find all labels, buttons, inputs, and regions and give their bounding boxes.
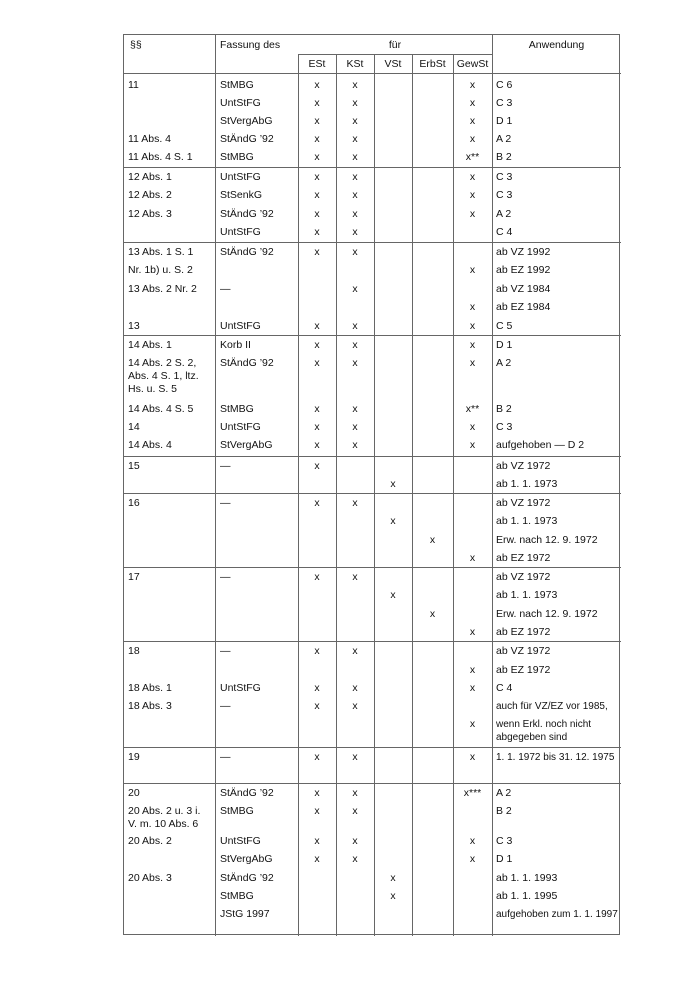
cell-application: Erw. nach 12. 9. 1972 <box>496 534 598 546</box>
cell-mark-gewst: x <box>469 552 476 564</box>
cell-mark-gewst: x <box>469 853 476 865</box>
cell-mark-gewst: x <box>469 339 476 351</box>
cell-paragraph: 12 Abs. 2 <box>128 189 172 201</box>
cell-mark-kst: x <box>352 439 358 451</box>
header-version: Fassung des <box>220 39 281 51</box>
cell-version: — <box>220 645 231 657</box>
cell-application: Erw. nach 12. 9. 1972 <box>496 608 598 620</box>
cell-application: ab 1. 1. 1995 <box>496 890 558 902</box>
cell-application: ab 1. 1. 1993 <box>496 872 558 884</box>
cell-paragraph: 11 <box>128 79 139 91</box>
cell-mark-gewst: x <box>469 97 476 109</box>
cell-mark-kst: x <box>352 700 358 712</box>
cell-mark-gewst: x <box>469 626 476 638</box>
cell-paragraph: 14 Abs. 2 S. 2, Abs. 4 S. 1, ltz. Hs. u. S. 5 <box>128 357 199 395</box>
cell-mark-est: x <box>314 339 320 351</box>
cell-application: A 2 <box>496 208 512 220</box>
cell-mark-erbst: x <box>429 534 436 546</box>
tax-law-table <box>123 34 620 935</box>
cell-mark-kst: x <box>352 421 358 433</box>
cell-version: — <box>220 571 231 583</box>
cell-version: StMBG <box>220 890 254 902</box>
cell-version: StÄndG ’92 <box>220 787 274 799</box>
cell-paragraph: 15 <box>128 460 140 472</box>
cell-version: UntStFG <box>220 320 261 332</box>
cell-mark-kst: x <box>352 189 358 201</box>
cell-mark-kst: x <box>352 339 358 351</box>
cell-application: ab VZ 1992 <box>496 246 551 258</box>
cell-mark-kst: x <box>352 283 358 295</box>
cell-application: ab EZ 1984 <box>496 301 551 313</box>
cell-mark-erbst: x <box>429 608 436 620</box>
cell-application: A 2 <box>496 133 512 145</box>
cell-mark-kst: x <box>352 151 358 163</box>
cell-paragraph: 20 <box>128 787 140 799</box>
cell-application: C 4 <box>496 682 513 694</box>
cell-application: B 2 <box>496 805 512 817</box>
cell-application: ab VZ 1984 <box>496 283 551 295</box>
row-group-divider <box>124 242 621 243</box>
cell-mark-kst: x <box>352 682 358 694</box>
cell-paragraph: 20 Abs. 2 <box>128 835 172 847</box>
cell-version: — <box>220 283 231 295</box>
cell-paragraph: 13 Abs. 1 S. 1 <box>128 246 194 258</box>
cell-paragraph: 11 Abs. 4 S. 1 <box>128 151 193 163</box>
cell-application: ab 1. 1. 1973 <box>496 478 558 490</box>
cell-application: A 2 <box>496 357 512 369</box>
cell-version: StÄndG ’92 <box>220 133 274 145</box>
cell-mark-kst: x <box>352 357 358 369</box>
cell-version: StÄndG ’92 <box>220 872 274 884</box>
cell-mark-est: x <box>314 151 320 163</box>
cell-paragraph: 14 <box>128 421 140 433</box>
column-divider <box>374 54 375 936</box>
cell-version: StÄndG ’92 <box>220 246 274 258</box>
header-tax-vst: VSt <box>384 58 402 70</box>
cell-paragraph: 17 <box>128 571 140 583</box>
cell-application: ab VZ 1972 <box>496 460 551 472</box>
cell-version: StÄndG ’92 <box>220 208 274 220</box>
cell-mark-gewst: x*** <box>463 787 482 799</box>
cell-paragraph: 13 <box>128 320 140 332</box>
cell-version: Korb II <box>220 339 251 351</box>
cell-application: D 1 <box>496 115 513 127</box>
column-divider <box>215 35 216 936</box>
header-for: für <box>388 39 402 51</box>
cell-mark-kst: x <box>352 645 358 657</box>
cell-mark-gewst: x <box>469 79 476 91</box>
cell-mark-est: x <box>314 439 320 451</box>
cell-mark-gewst: x <box>469 682 476 694</box>
cell-paragraph: 13 Abs. 2 Nr. 2 <box>128 283 197 295</box>
cell-application: C 3 <box>496 97 513 109</box>
cell-mark-est: x <box>314 853 320 865</box>
column-divider <box>492 35 493 936</box>
cell-mark-est: x <box>314 115 320 127</box>
cell-mark-gewst: x <box>469 421 476 433</box>
cell-mark-vst: x <box>390 589 396 601</box>
cell-mark-est: x <box>314 421 320 433</box>
cell-paragraph: 20 Abs. 2 u. 3 i. V. m. 10 Abs. 6 <box>128 805 201 830</box>
cell-mark-kst: x <box>352 97 358 109</box>
cell-paragraph: 18 <box>128 645 140 657</box>
cell-mark-kst: x <box>352 403 358 415</box>
cell-paragraph: 18 Abs. 1 <box>128 682 172 694</box>
cell-mark-kst: x <box>352 115 358 127</box>
cell-mark-kst: x <box>352 805 358 817</box>
cell-application: C 5 <box>496 320 513 332</box>
cell-mark-gewst: x <box>469 751 476 763</box>
cell-mark-est: x <box>314 497 320 509</box>
cell-paragraph: 11 Abs. 4 <box>128 133 172 145</box>
cell-application: ab EZ 1972 <box>496 552 551 564</box>
cell-application: auch für VZ/EZ vor 1985, <box>496 701 608 712</box>
cell-mark-gewst: x** <box>465 151 480 163</box>
cell-mark-kst: x <box>352 79 358 91</box>
cell-application: ab 1. 1. 1973 <box>496 515 558 527</box>
cell-mark-vst: x <box>390 872 396 884</box>
row-group-divider <box>124 73 621 74</box>
row-group-divider <box>124 456 621 457</box>
cell-application: C 3 <box>496 171 513 183</box>
cell-application: 1. 1. 1972 bis 31. 12. 1975 <box>496 752 615 763</box>
cell-paragraph: 12 Abs. 3 <box>128 208 172 220</box>
header-tax-erbst: ErbSt <box>419 58 446 70</box>
cell-mark-gewst: x <box>469 133 476 145</box>
cell-mark-est: x <box>314 226 320 238</box>
cell-application: ab VZ 1972 <box>496 571 551 583</box>
cell-mark-gewst: x <box>469 718 476 730</box>
cell-version: UntStFG <box>220 682 261 694</box>
header-tax-est: ESt <box>308 58 326 70</box>
header-tax-gewst: GewSt <box>456 58 489 70</box>
cell-paragraph: 19 <box>128 751 140 763</box>
cell-application: aufgehoben — D 2 <box>496 439 585 451</box>
column-divider <box>412 54 413 936</box>
cell-application: C 3 <box>496 189 513 201</box>
cell-version: StMBG <box>220 79 254 91</box>
cell-mark-gewst: x <box>469 115 476 127</box>
cell-version: StMBG <box>220 403 254 415</box>
cell-mark-kst: x <box>352 171 358 183</box>
cell-mark-gewst: x <box>469 208 476 220</box>
cell-mark-est: x <box>314 189 320 201</box>
row-group-divider <box>124 747 621 748</box>
cell-mark-est: x <box>314 682 320 694</box>
cell-application: C 3 <box>496 835 513 847</box>
cell-application: B 2 <box>496 151 512 163</box>
cell-version: UntStFG <box>220 171 261 183</box>
header-application: Anwendung <box>528 39 585 51</box>
cell-mark-gewst: x <box>469 189 476 201</box>
cell-mark-est: x <box>314 460 320 472</box>
cell-mark-est: x <box>314 208 320 220</box>
cell-mark-kst: x <box>352 208 358 220</box>
cell-mark-gewst: x <box>469 264 476 276</box>
cell-mark-est: x <box>314 805 320 817</box>
row-group-divider <box>124 493 621 494</box>
header-paragraphs: §§ <box>130 39 142 51</box>
cell-mark-gewst: x** <box>465 403 480 415</box>
cell-paragraph: 16 <box>128 497 140 509</box>
cell-mark-est: x <box>314 700 320 712</box>
cell-application: A 2 <box>496 787 512 799</box>
cell-mark-est: x <box>314 79 320 91</box>
cell-mark-gewst: x <box>469 301 476 313</box>
cell-paragraph: 14 Abs. 4 <box>128 439 172 451</box>
cell-mark-est: x <box>314 97 320 109</box>
cell-mark-est: x <box>314 787 320 799</box>
cell-version: — <box>220 751 231 763</box>
cell-version: StSenkG <box>220 189 263 201</box>
cell-mark-kst: x <box>352 787 358 799</box>
cell-mark-est: x <box>314 357 320 369</box>
cell-application: wenn Erkl. noch nicht abgegeben sind <box>496 719 592 743</box>
header-subdivider <box>298 54 492 55</box>
row-group-divider <box>124 335 621 336</box>
cell-mark-kst: x <box>352 133 358 145</box>
cell-mark-kst: x <box>352 246 358 258</box>
cell-version: UntStFG <box>220 421 261 433</box>
cell-application: ab VZ 1972 <box>496 497 551 509</box>
cell-mark-kst: x <box>352 751 358 763</box>
cell-application: ab VZ 1972 <box>496 645 551 657</box>
cell-version: JStG 1997 <box>220 908 270 920</box>
cell-application: D 1 <box>496 339 513 351</box>
cell-mark-vst: x <box>390 515 396 527</box>
cell-mark-est: x <box>314 133 320 145</box>
cell-version: StVergAbG <box>220 853 273 865</box>
cell-application: C 4 <box>496 226 513 238</box>
cell-application: C 6 <box>496 79 513 91</box>
cell-version: UntStFG <box>220 835 261 847</box>
cell-mark-kst: x <box>352 226 358 238</box>
row-group-divider <box>124 567 621 568</box>
cell-mark-gewst: x <box>469 171 476 183</box>
cell-version: StVergAbG <box>220 439 273 451</box>
cell-paragraph: 20 Abs. 3 <box>128 872 172 884</box>
column-divider <box>453 54 454 936</box>
cell-application: ab 1. 1. 1973 <box>496 589 558 601</box>
cell-version: — <box>220 700 231 712</box>
cell-mark-est: x <box>314 751 320 763</box>
cell-paragraph: 18 Abs. 3 <box>128 700 172 712</box>
cell-mark-kst: x <box>352 320 358 332</box>
cell-application: aufgehoben zum 1. 1. 1997 <box>496 909 618 920</box>
cell-mark-kst: x <box>352 835 358 847</box>
cell-version: UntStFG <box>220 226 261 238</box>
cell-mark-gewst: x <box>469 664 476 676</box>
cell-version: StMBG <box>220 805 254 817</box>
cell-application: B 2 <box>496 403 512 415</box>
row-group-divider <box>124 641 621 642</box>
cell-version: — <box>220 460 231 472</box>
cell-mark-est: x <box>314 246 320 258</box>
cell-mark-gewst: x <box>469 320 476 332</box>
cell-paragraph: 12 Abs. 1 <box>128 171 172 183</box>
row-group-divider <box>124 167 621 168</box>
cell-mark-est: x <box>314 835 320 847</box>
cell-version: StVergAbG <box>220 115 273 127</box>
cell-mark-gewst: x <box>469 439 476 451</box>
cell-application: ab EZ 1992 <box>496 264 551 276</box>
cell-application: D 1 <box>496 853 513 865</box>
column-divider <box>298 54 299 936</box>
header-tax-kst: KSt <box>346 58 364 70</box>
cell-mark-vst: x <box>390 890 396 902</box>
cell-version: StMBG <box>220 151 254 163</box>
cell-application: ab EZ 1972 <box>496 664 551 676</box>
cell-mark-kst: x <box>352 571 358 583</box>
cell-mark-est: x <box>314 171 320 183</box>
cell-mark-gewst: x <box>469 835 476 847</box>
cell-paragraph: 14 Abs. 1 <box>128 339 172 351</box>
cell-mark-kst: x <box>352 497 358 509</box>
cell-mark-gewst: x <box>469 357 476 369</box>
row-group-divider <box>124 783 621 784</box>
cell-mark-est: x <box>314 571 320 583</box>
cell-mark-est: x <box>314 320 320 332</box>
cell-version: StÄndG ’92 <box>220 357 274 369</box>
cell-version: UntStFG <box>220 97 261 109</box>
cell-mark-kst: x <box>352 853 358 865</box>
cell-paragraph: 14 Abs. 4 S. 5 <box>128 403 194 415</box>
cell-mark-est: x <box>314 645 320 657</box>
cell-paragraph: Nr. 1b) u. S. 2 <box>128 264 193 276</box>
cell-version: — <box>220 497 231 509</box>
cell-application: C 3 <box>496 421 513 433</box>
column-divider <box>336 54 337 936</box>
cell-mark-est: x <box>314 403 320 415</box>
cell-application: ab EZ 1972 <box>496 626 551 638</box>
cell-mark-vst: x <box>390 478 396 490</box>
